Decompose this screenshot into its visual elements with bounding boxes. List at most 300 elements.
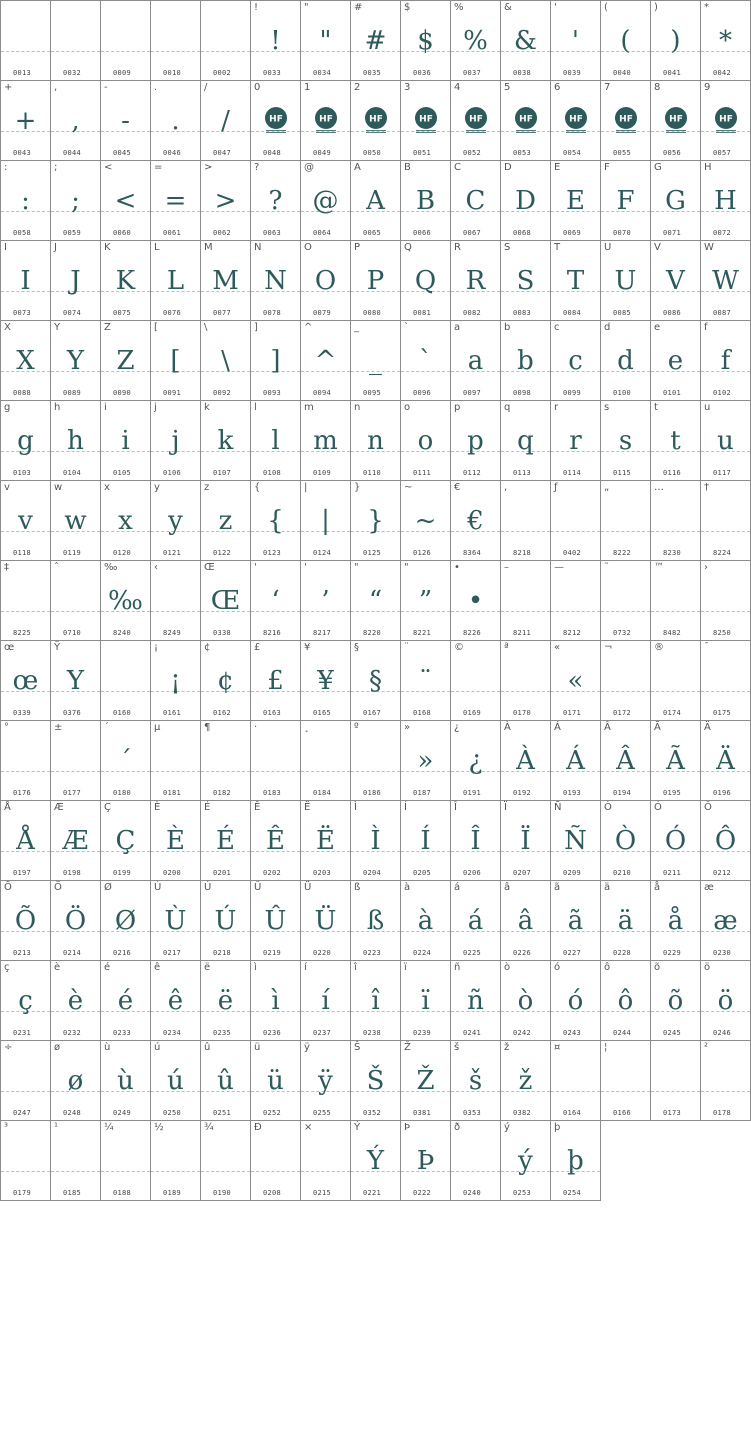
glyph-sample: ã	[567, 906, 584, 936]
glyph-code: 0089	[63, 389, 82, 397]
glyph-cell	[100, 1120, 150, 1201]
glyph-cell-label: ~	[404, 482, 413, 493]
glyph-cell-label: Ù	[154, 882, 162, 893]
glyph-cell	[300, 960, 350, 1040]
glyph-cell	[200, 800, 250, 880]
glyph-sample: b	[517, 346, 534, 376]
glyph-sample: Z	[116, 346, 135, 376]
glyph-cell	[200, 480, 250, 560]
glyph-code: 0070	[613, 229, 632, 237]
glyph-cell	[550, 320, 600, 400]
glyph-cell-label: ÷	[4, 1042, 13, 1053]
hf-logo-text: HF	[719, 114, 733, 125]
glyph-code: 0052	[463, 149, 482, 157]
glyph-cell	[50, 400, 100, 480]
glyph-code: 0109	[313, 469, 332, 477]
glyph-code: 0085	[613, 309, 632, 317]
glyph-cell	[100, 800, 150, 880]
glyph-cell	[250, 880, 300, 960]
glyph-code: 8222	[613, 549, 632, 557]
glyph-cell	[0, 800, 50, 880]
glyph-code: 0189	[163, 1189, 182, 1197]
glyph-code: 0178	[713, 1109, 732, 1117]
glyph-code: 0224	[413, 949, 432, 957]
glyph-sample: o	[417, 426, 434, 456]
glyph-cell	[300, 1120, 350, 1201]
glyph-cell-label: Ì	[354, 802, 357, 813]
glyph-cell-label: X	[4, 322, 11, 333]
glyph-sample: h	[67, 426, 84, 456]
glyph-sample: Ü	[314, 906, 337, 936]
glyph-cell-label: A	[354, 162, 361, 173]
baseline-guide	[1, 771, 50, 772]
glyph-cell	[300, 880, 350, 960]
glyph-sample: d	[617, 346, 634, 376]
glyph-cell-label: ²	[704, 1042, 709, 1053]
glyph-sample: C	[465, 186, 486, 216]
glyph-code: 0161	[163, 709, 182, 717]
glyph-code: 8250	[713, 629, 732, 637]
glyph-cell	[250, 240, 300, 320]
glyph-cell	[650, 880, 700, 960]
glyph-sample: ”	[418, 586, 433, 616]
glyph-code: 0057	[713, 149, 732, 157]
glyph-sample: x	[118, 506, 133, 536]
glyph-cell	[550, 1040, 600, 1120]
glyph-sample: |	[321, 506, 330, 536]
glyph-cell	[250, 960, 300, 1040]
glyph-code: 0170	[513, 709, 532, 717]
glyph-code: 0069	[563, 229, 582, 237]
glyph-cell-label: þ	[554, 1122, 561, 1133]
glyph-cell	[500, 240, 550, 320]
glyph-sample: p	[467, 426, 484, 456]
glyph-sample: #	[364, 26, 387, 56]
glyph-sample: ñ	[467, 986, 484, 1016]
glyph-code: 0209	[563, 869, 582, 877]
glyph-cell	[450, 720, 500, 800]
glyph-sample: \	[221, 346, 230, 376]
glyph-code: 0175	[713, 709, 732, 717]
glyph-sample: Š	[366, 1066, 385, 1096]
glyph-cell	[400, 320, 450, 400]
glyph-sample: (	[620, 26, 631, 56]
glyph-cell	[100, 1040, 150, 1120]
glyph-sample: D	[515, 186, 536, 216]
glyph-code: 0071	[663, 229, 682, 237]
hf-logo-icon	[713, 107, 739, 133]
glyph-cell-label: c	[554, 322, 560, 333]
glyph-cell-label: é	[104, 962, 111, 973]
glyph-code: 0174	[663, 709, 682, 717]
glyph-code: 0074	[63, 309, 82, 317]
glyph-sample: «	[567, 666, 584, 696]
glyph-cell-label: Î	[454, 802, 457, 813]
glyph-sample: "	[319, 26, 332, 56]
glyph-cell	[250, 400, 300, 480]
glyph-cell	[100, 960, 150, 1040]
glyph-sample: Þ	[416, 1146, 435, 1176]
glyph-code: 0218	[213, 949, 232, 957]
glyph-code: 0232	[63, 1029, 82, 1037]
glyph-sample: ‰	[108, 586, 143, 616]
glyph-cell	[450, 640, 500, 720]
glyph-sample: ^	[314, 346, 337, 376]
baseline-guide	[701, 1091, 750, 1092]
glyph-cell-label: Ñ	[554, 802, 562, 813]
glyph-cell	[450, 80, 500, 160]
glyph-sample: S	[516, 266, 535, 296]
glyph-code: 0233	[113, 1029, 132, 1037]
glyph-cell	[350, 560, 400, 640]
glyph-cell	[550, 800, 600, 880]
glyph-cell	[200, 160, 250, 240]
glyph-code: 0182	[213, 789, 232, 797]
glyph-cell	[700, 400, 751, 480]
glyph-cell-label: s	[604, 402, 610, 413]
glyph-cell-label: ä	[604, 882, 611, 893]
glyph-cell	[400, 0, 450, 80]
glyph-cell-label: "	[304, 2, 309, 13]
baseline-guide	[51, 611, 100, 612]
glyph-code: 0079	[313, 309, 332, 317]
glyph-cell-label: E	[554, 162, 561, 173]
glyph-code: 0186	[363, 789, 382, 797]
glyph-cell	[650, 800, 700, 880]
glyph-sample: H	[714, 186, 737, 216]
glyph-cell	[250, 480, 300, 560]
glyph-code: 0060	[113, 229, 132, 237]
glyph-cell	[450, 480, 500, 560]
glyph-sample: Â	[616, 746, 635, 776]
glyph-cell-label: æ	[704, 882, 714, 893]
baseline-guide	[51, 771, 100, 772]
glyph-sample: w	[64, 506, 87, 536]
glyph-cell-label: Ú	[204, 882, 212, 893]
glyph-cell	[700, 80, 751, 160]
glyph-cell	[100, 560, 150, 640]
glyph-code: 0075	[113, 309, 132, 317]
glyph-code: 0102	[713, 389, 732, 397]
glyph-cell-label: –	[504, 562, 509, 573]
glyph-cell	[650, 640, 700, 720]
glyph-cell-label: Â	[604, 722, 611, 733]
glyph-code: 0188	[113, 1189, 132, 1197]
glyph-cell-label: ±	[54, 722, 63, 733]
glyph-sample: å	[667, 906, 684, 936]
glyph-cell-label: É	[204, 802, 211, 813]
glyph-cell-label: Ô	[704, 802, 712, 813]
glyph-code: 0042	[713, 69, 732, 77]
glyph-sample: ç	[18, 986, 33, 1016]
glyph-code: 0168	[413, 709, 432, 717]
glyph-code: 0088	[13, 389, 32, 397]
glyph-cell	[500, 480, 550, 560]
glyph-code: 0114	[563, 469, 582, 477]
baseline-guide	[651, 1091, 700, 1092]
glyph-code: 0205	[413, 869, 432, 877]
hf-logo-text: HF	[619, 114, 633, 125]
glyph-sample: ,	[71, 106, 80, 136]
glyph-code: 0035	[363, 69, 382, 77]
glyph-cell	[0, 960, 50, 1040]
glyph-cell	[400, 240, 450, 320]
glyph-sample: »	[417, 746, 434, 776]
glyph-cell-label: V	[654, 242, 661, 253]
glyph-cell	[500, 960, 550, 1040]
glyph-cell-label: '	[304, 562, 307, 573]
glyph-cell	[550, 160, 600, 240]
glyph-code: 0084	[563, 309, 582, 317]
glyph-cell-label: ž	[504, 1042, 510, 1053]
glyph-cell	[500, 1120, 550, 1201]
glyph-cell-label: l	[254, 402, 257, 413]
glyph-cell	[350, 1040, 400, 1120]
glyph-code: 0111	[413, 469, 432, 477]
glyph-cell-label: 9	[704, 82, 711, 93]
glyph-cell-label: '	[254, 562, 257, 573]
glyph-code: 0339	[13, 709, 32, 717]
baseline-guide	[351, 771, 400, 772]
glyph-cell	[100, 880, 150, 960]
hf-logo-text: HF	[269, 114, 283, 125]
glyph-cell	[700, 880, 751, 960]
glyph-cell-label: '	[554, 2, 557, 13]
glyph-code: 0200	[163, 869, 182, 877]
glyph-cell	[200, 640, 250, 720]
glyph-sample: _	[369, 346, 382, 376]
glyph-cell-label: ;	[54, 162, 58, 173]
glyph-cell-label: ¬	[604, 642, 613, 653]
glyph-cell-label: t	[654, 402, 658, 413]
glyph-cell-label: Ö	[54, 882, 62, 893]
glyph-sample: U	[614, 266, 637, 296]
glyph-code: 0081	[413, 309, 432, 317]
glyph-code: 0252	[263, 1109, 282, 1117]
glyph-cell-label: ‹	[154, 562, 158, 573]
glyph-code: 0036	[413, 69, 432, 77]
glyph-sample: Ž	[416, 1066, 435, 1096]
baseline-guide	[551, 1091, 600, 1092]
glyph-sample: Å	[16, 826, 35, 856]
glyph-cell-label: ý	[504, 1122, 510, 1133]
glyph-code: 0072	[713, 229, 732, 237]
glyph-cell	[350, 1120, 400, 1201]
glyph-cell	[450, 960, 500, 1040]
glyph-cell	[500, 80, 550, 160]
baseline-guide	[501, 531, 550, 532]
baseline-guide	[151, 51, 200, 52]
glyph-cell-label: w	[54, 482, 63, 493]
glyph-sample: J	[70, 266, 81, 296]
glyph-sample: í	[321, 986, 330, 1016]
glyph-cell-label: _	[354, 322, 359, 333]
glyph-cell	[300, 1040, 350, 1120]
glyph-sample: è	[67, 986, 84, 1016]
glyph-cell-label: ã	[554, 882, 561, 893]
glyph-cell	[0, 480, 50, 560]
glyph-code: 0247	[13, 1109, 32, 1117]
glyph-cell	[450, 240, 500, 320]
glyph-cell-label: ^	[304, 322, 313, 333]
glyph-cell	[400, 1040, 450, 1120]
glyph-cell	[450, 880, 500, 960]
glyph-cell-label: ¤	[554, 1042, 561, 1053]
glyph-cell	[200, 1040, 250, 1120]
glyph-cell	[650, 80, 700, 160]
glyph-cell-label: ,	[54, 82, 58, 93]
glyph-sample: ;	[71, 186, 80, 216]
glyph-cell	[50, 80, 100, 160]
glyph-sample: G	[665, 186, 686, 216]
glyph-cell	[100, 160, 150, 240]
glyph-sample: ü	[267, 1066, 284, 1096]
glyph-cell	[0, 1040, 50, 1120]
glyph-cell-label: 6	[554, 82, 561, 93]
glyph-cell	[400, 800, 450, 880]
glyph-code: 8218	[513, 549, 532, 557]
glyph-sample: ¨	[419, 666, 432, 696]
glyph-cell	[400, 960, 450, 1040]
glyph-cell-label: õ	[654, 962, 661, 973]
glyph-code: 0173	[663, 1109, 682, 1117]
glyph-sample: À	[516, 746, 535, 776]
glyph-sample: š	[468, 1066, 483, 1096]
glyph-cell-label: %	[454, 2, 464, 13]
glyph-cell	[500, 800, 550, 880]
glyph-cell	[50, 320, 100, 400]
glyph-cell-label: Œ	[204, 562, 215, 573]
glyph-code: 0211	[663, 869, 682, 877]
glyph-cell	[350, 800, 400, 880]
baseline-guide	[551, 531, 600, 532]
glyph-code: 0044	[63, 149, 82, 157]
glyph-cell-label: ‡	[4, 562, 9, 573]
glyph-cell	[450, 1040, 500, 1120]
glyph-sample: y	[168, 506, 183, 536]
glyph-cell-label: ß	[354, 882, 361, 893]
glyph-cell-label: ©	[454, 642, 464, 653]
glyph-cell-label: ™	[654, 562, 664, 573]
glyph-sample: -	[121, 106, 130, 136]
glyph-code: 0110	[363, 469, 382, 477]
glyph-cell-label: ÿ	[304, 1042, 310, 1053]
glyph-cell	[50, 880, 100, 960]
glyph-code: 0098	[513, 389, 532, 397]
glyph-sample: ù	[117, 1066, 134, 1096]
glyph-code: 0197	[13, 869, 32, 877]
glyph-code: 0096	[413, 389, 432, 397]
glyph-code: 0094	[313, 389, 332, 397]
glyph-cell-label: ˜	[604, 562, 609, 573]
glyph-code: 0118	[13, 549, 32, 557]
glyph-sample: t	[670, 426, 681, 456]
glyph-cell	[200, 720, 250, 800]
glyph-cell	[400, 880, 450, 960]
glyph-cell-label: ñ	[454, 962, 461, 973]
glyph-cell	[150, 320, 200, 400]
glyph-sample: æ	[713, 906, 738, 936]
glyph-cell-label: ê	[154, 962, 161, 973]
glyph-code: 0222	[413, 1189, 432, 1197]
glyph-cell	[550, 0, 600, 80]
glyph-cell-label: å	[654, 882, 661, 893]
glyph-sample: Ì	[370, 826, 381, 856]
glyph-code: 8249	[163, 629, 182, 637]
glyph-cell-label: K	[104, 242, 111, 253]
glyph-cell-label: ô	[604, 962, 611, 973]
glyph-cell-label: |	[304, 482, 308, 493]
baseline-guide	[201, 51, 250, 52]
glyph-cell-label: y	[154, 482, 160, 493]
glyph-cell	[700, 640, 751, 720]
glyph-sample: *	[719, 26, 732, 56]
glyph-sample: T	[566, 266, 585, 296]
glyph-sample: $	[417, 26, 434, 56]
glyph-sample: ó	[567, 986, 584, 1016]
glyph-cell-label: á	[454, 882, 461, 893]
glyph-sample: Ç	[115, 826, 136, 856]
glyph-cell-label: $	[404, 2, 411, 13]
glyph-code: 0214	[63, 949, 82, 957]
glyph-cell	[0, 640, 50, 720]
glyph-sample: =	[164, 186, 187, 216]
glyph-sample: Î	[470, 826, 481, 856]
glyph-code: 0126	[413, 549, 432, 557]
baseline-guide	[151, 611, 200, 612]
glyph-cell	[450, 800, 500, 880]
glyph-cell	[200, 80, 250, 160]
glyph-cell	[700, 0, 751, 80]
glyph-sample: û	[217, 1066, 234, 1096]
glyph-sample: R	[465, 266, 486, 296]
glyph-code: 0195	[663, 789, 682, 797]
glyph-code: 0223	[363, 949, 382, 957]
glyph-code: 0055	[613, 149, 632, 157]
glyph-cell	[250, 720, 300, 800]
baseline-guide	[601, 531, 650, 532]
glyph-code: 0242	[513, 1029, 532, 1037]
glyph-code: 0093	[263, 389, 282, 397]
glyph-code: 0338	[213, 629, 232, 637]
glyph-cell	[250, 160, 300, 240]
glyph-sample: %	[463, 26, 488, 56]
glyph-cell	[150, 480, 200, 560]
glyph-cell-label: Ï	[504, 802, 507, 813]
glyph-cell-label: 3	[404, 82, 411, 93]
glyph-cell	[250, 320, 300, 400]
glyph-cell-label: d	[604, 322, 611, 333]
glyph-cell	[300, 400, 350, 480]
glyph-code: 0077	[213, 309, 232, 317]
glyph-cell-label: -	[104, 82, 108, 93]
glyph-cell	[150, 1120, 200, 1201]
glyph-cell	[100, 400, 150, 480]
glyph-code: 0198	[63, 869, 82, 877]
glyph-cell	[600, 880, 650, 960]
glyph-cell	[50, 1120, 100, 1201]
glyph-code: 8220	[363, 629, 382, 637]
glyph-code: 0046	[163, 149, 182, 157]
glyph-cell-label: ¡	[154, 642, 159, 653]
glyph-cell	[700, 800, 751, 880]
glyph-cell-label: ]	[254, 322, 258, 333]
glyph-cell	[50, 480, 100, 560]
glyph-cell	[200, 400, 250, 480]
glyph-cell-label: P	[354, 242, 361, 253]
glyph-cell	[600, 800, 650, 880]
glyph-cell-label: •	[454, 562, 460, 573]
